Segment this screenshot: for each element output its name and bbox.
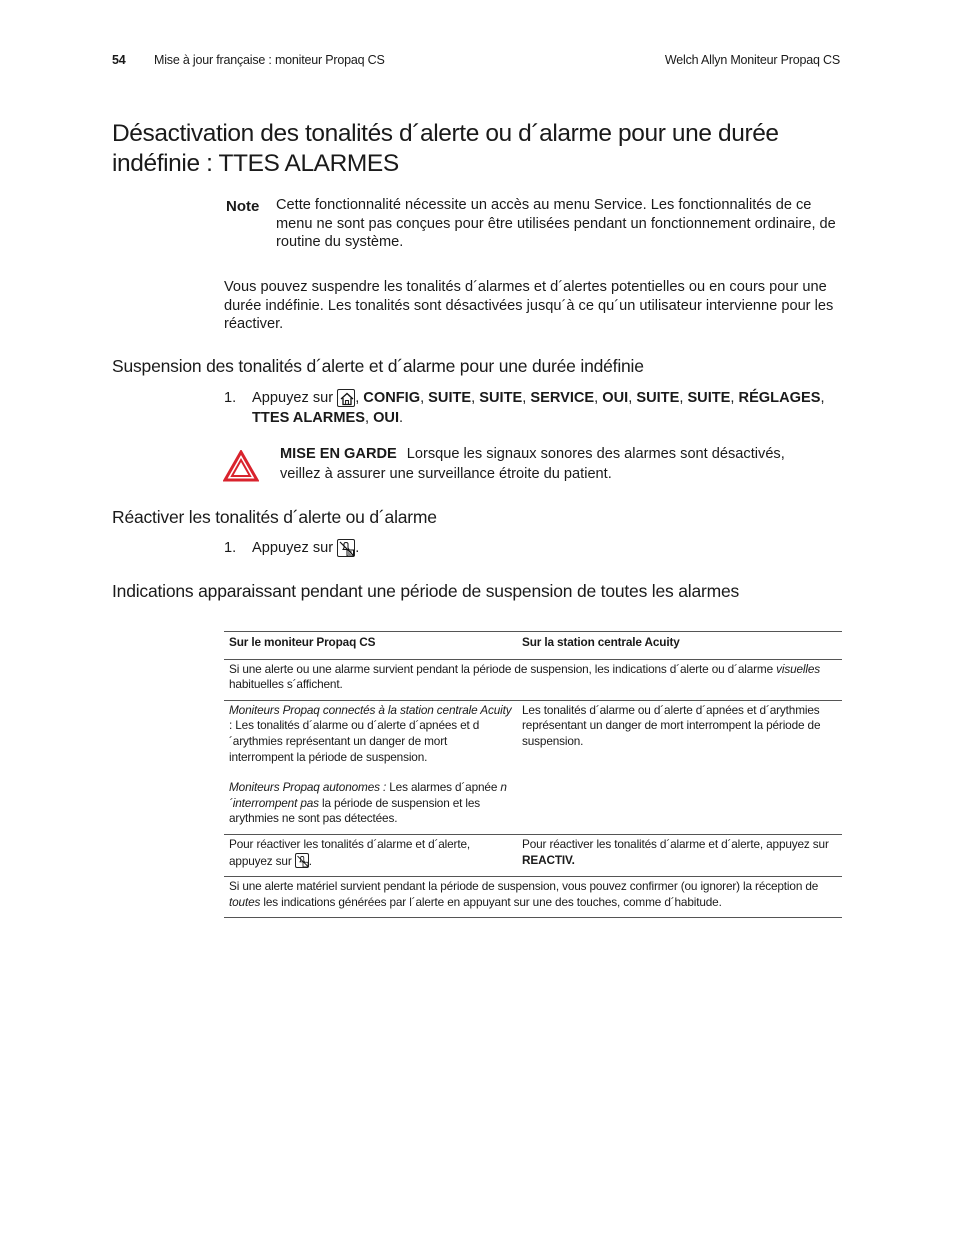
svg-text:Ø: Ø bbox=[348, 551, 353, 557]
cell-text: Si une alerte matériel survient pendant la période de suspension, vous pouvez confirmer (ou ignorer) la réception de bbox=[229, 879, 819, 894]
step-number: 1. bbox=[224, 390, 237, 406]
cell-text: Pour réactiver les tonalités d´alarme et d´alerte, appuyez sur bbox=[522, 836, 829, 851]
cell-text: : Les tonalités d´alarme ou d´alerte d´apnées et d´arythmies représentant un danger de mort interrompent la période de suspension. bbox=[229, 718, 480, 764]
running-header-right: Welch Allyn Moniteur Propaq CS bbox=[664, 53, 840, 67]
alarm-silence-icon bbox=[295, 853, 309, 868]
cell-text: les indications générées par l´alerte en appuyant sur une des touches, comme d´habitude. bbox=[263, 894, 722, 909]
cell-emphasis: toutes bbox=[229, 894, 261, 909]
key-reglages: RÉGLAGES bbox=[738, 390, 821, 406]
intro-paragraph: Vous pouvez suspendre les tonalités d´alarmes et d´alertes potentielles ou en cours pour une durée indéfinie. Les tonalités sont désactivées jusqu´à ce qu´un utilisateur intervienne pour les réactiver. bbox=[224, 279, 834, 332]
cell-text: habituelles s´affichent. bbox=[229, 677, 343, 692]
home-icon bbox=[337, 389, 355, 407]
step-prefix: Appuyez sur bbox=[252, 540, 334, 556]
section-heading-reactivate: Réactiver les tonalités d´alerte ou d´alarme bbox=[112, 507, 437, 527]
cell-emphasis: n´interrompent pas bbox=[229, 780, 507, 810]
note-text: Cette fonctionnalité nécessite un accès au menu Service. Les fonctionnalités de ce menu ne sont pas conçues pour être utilisées pendant un fonctionnement ordinaire, de routine du système. bbox=[276, 197, 836, 250]
section-heading-suspend: Suspension des tonalités d´alerte et d´alarme pour une durée indéfinie bbox=[112, 356, 644, 376]
step-prefix: Appuyez sur bbox=[252, 390, 334, 406]
key-suite: SUITE bbox=[687, 390, 731, 406]
key-suite: SUITE bbox=[636, 390, 680, 406]
table-cell: Pour réactiver les tonalités d´alarme et d´alerte, appuyez sur . bbox=[229, 836, 471, 868]
page-number: 54 bbox=[112, 53, 126, 67]
caution-label: MISE EN GARDE bbox=[280, 446, 397, 462]
cell-emphasis: visuelles bbox=[776, 661, 821, 676]
cell-text: Pour réactiver les tonalités d´alarme et d´alerte, appuyez sur bbox=[229, 836, 471, 868]
cell-emphasis: Moniteurs Propaq connectés à la station centrale Acuity bbox=[229, 702, 512, 717]
alarm-silence-icon bbox=[337, 539, 355, 557]
table-cell bbox=[224, 700, 517, 834]
table-cell bbox=[517, 834, 842, 876]
table-row bbox=[224, 700, 842, 834]
caution-block bbox=[280, 445, 828, 484]
table-row bbox=[224, 877, 842, 918]
cell-paragraph bbox=[229, 780, 512, 827]
running-header-left: Mise à jour française : moniteur Propaq CS bbox=[154, 53, 385, 67]
cell-text: Si une alerte ou une alarme survient pendant la période de suspension, les indications d´alerte ou d´alarme bbox=[229, 661, 773, 676]
key-reactiv: REACTIV. bbox=[522, 852, 575, 867]
cell-emphasis: Moniteurs Propaq autonomes : bbox=[229, 780, 387, 795]
cell-paragraph bbox=[229, 703, 512, 765]
cell-text: la période de suspension et les arythmies ne sont pas détectées. bbox=[229, 795, 481, 826]
table-header-row bbox=[224, 632, 842, 660]
key-oui: OUI bbox=[373, 409, 400, 426]
table-row bbox=[224, 659, 842, 700]
note-label: Note bbox=[226, 198, 260, 215]
column-header-propaq: Sur le moniteur Propaq CS bbox=[229, 635, 376, 649]
warning-triangle-icon bbox=[223, 450, 259, 487]
table-cell bbox=[224, 877, 842, 918]
key-ttes-alarmes: TTES ALARMES bbox=[252, 409, 365, 426]
section-heading-indications: Indications apparaissant pendant une période de suspension de toutes les alarmes bbox=[112, 581, 740, 601]
step-reactivate: Appuyez sur Ø . bbox=[252, 540, 360, 557]
key-suite: SUITE bbox=[479, 390, 523, 406]
caution-text: Lorsque les signaux sonores des alarmes sont désactivés, veillez à assurer une surveillance étroite du patient. bbox=[280, 446, 785, 482]
column-header-acuity: Sur la station centrale Acuity bbox=[522, 635, 680, 649]
indications-table bbox=[224, 631, 842, 918]
table-cell bbox=[224, 659, 842, 700]
key-oui: OUI bbox=[602, 390, 629, 406]
key-service: SERVICE bbox=[530, 390, 595, 406]
cell-text: Les alarmes d´apnée bbox=[386, 780, 501, 795]
key-suite: SUITE bbox=[428, 390, 472, 406]
table-row bbox=[224, 834, 842, 876]
step-suspend: Appuyez sur , CONFIG, SUITE, SUITE, SERVICE, OUI, SUITE, SUITE, RÉGLAGES, TTES ALARMES, OUI. bbox=[252, 390, 825, 426]
page-title: Désactivation des tonalités d´alerte ou d´alarme pour une durée indéfinie : TTES ALARMES bbox=[112, 120, 779, 177]
key-config: CONFIG bbox=[363, 390, 421, 406]
table-cell: Les tonalités d´alarme ou d´alerte d´apnées et d´arythmies représentant un danger de mort interrompent la période de suspension. bbox=[522, 702, 821, 748]
step-number: 1. bbox=[224, 540, 237, 556]
